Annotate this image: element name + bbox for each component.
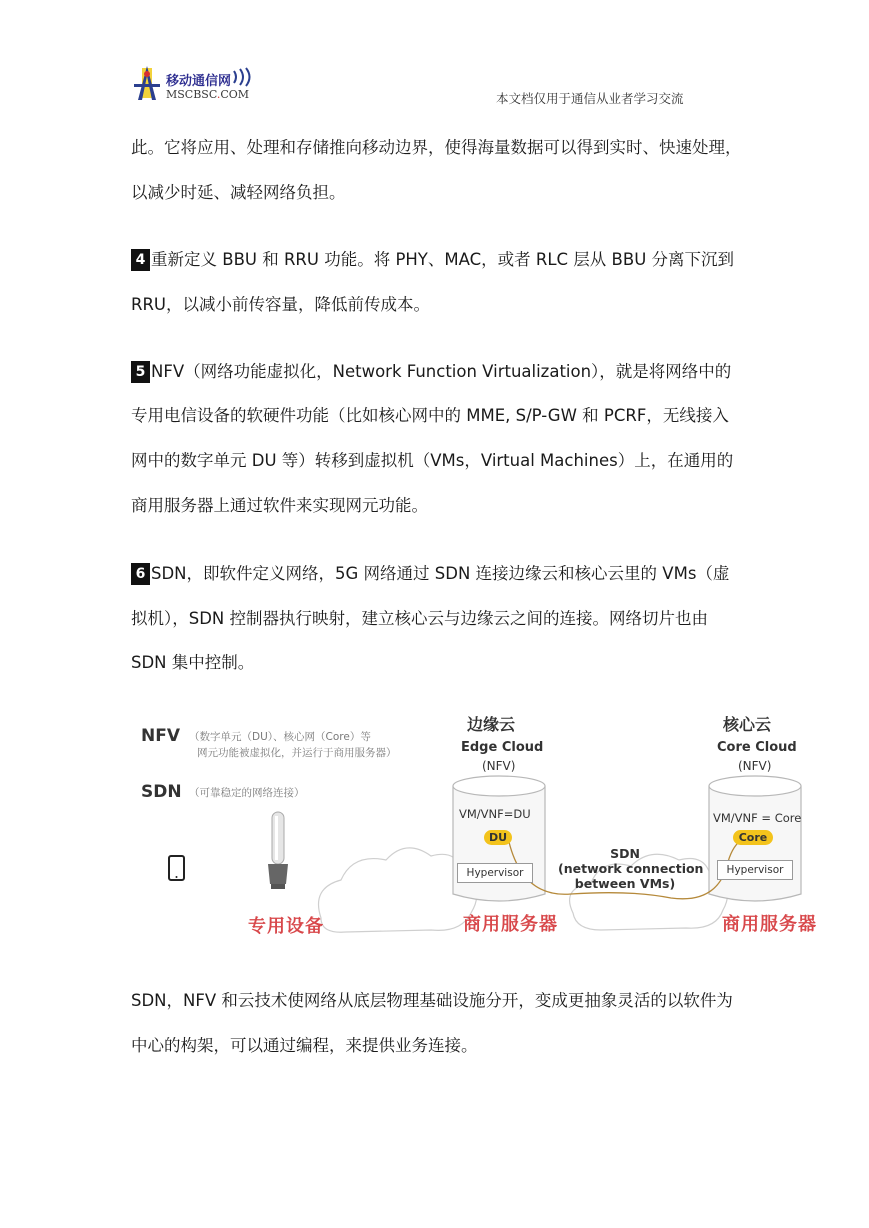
logo-en-text: MSCBSC.COM bbox=[166, 88, 250, 101]
paragraph-line: SDN，NFV 和云技术使网络从底层物理基础设施分开，变成更抽象灵活的以软件为 bbox=[131, 991, 733, 1010]
logo-cn-text: 移动通信网 bbox=[166, 74, 232, 89]
paragraph-line: SDN 集中控制。 bbox=[131, 653, 255, 672]
sdn-label: SDN bbox=[141, 782, 182, 802]
paragraph-line: 中心的构架，可以通过编程，来提供业务连接。 bbox=[131, 1036, 478, 1055]
nfv-desc-line: 网元功能被虚拟化，并运行于商用服务器） bbox=[197, 747, 397, 759]
sdn-desc: （可靠稳定的网络连接） bbox=[189, 787, 305, 799]
du-pill: DU bbox=[484, 830, 512, 845]
edge-cloud-title: 边缘云 bbox=[467, 715, 516, 734]
commercial-server-label: 商用服务器 bbox=[722, 914, 817, 935]
core-cloud-nfv: (NFV) bbox=[738, 759, 772, 773]
site-logo bbox=[130, 64, 270, 106]
number-badge: 4 bbox=[131, 249, 150, 271]
nfv-label: NFV bbox=[141, 726, 180, 746]
core-vm-label: VM/VNF = Core bbox=[713, 811, 802, 825]
paragraph-line: 此。它将应用、处理和存储推向移动边界，使得海量数据可以得到实时、快速处理， bbox=[131, 138, 742, 157]
paragraph-line: 商用服务器上通过软件来实现网元功能。 bbox=[131, 496, 428, 515]
paragraph-line: 5 NFV（网络功能虚拟化，Network Function Virtualization），就是将网络中的 bbox=[131, 361, 731, 383]
nfv-sdn-figure bbox=[131, 708, 832, 950]
signal-waves-icon bbox=[230, 67, 260, 87]
phone-icon bbox=[169, 856, 184, 880]
paragraph-line: 6 SDN，即软件定义网络，5G 网络通过 SDN 连接边缘云和核心云里的 VMs（虚 bbox=[131, 563, 729, 585]
edge-vm-label: VM/VNF=DU bbox=[459, 807, 531, 821]
edge-cloud-nfv: (NFV) bbox=[482, 759, 516, 773]
core-cloud-subtitle: Core Cloud bbox=[717, 740, 797, 755]
sdn-cloud-label: SDN (network connection between VMs) bbox=[558, 846, 704, 891]
core-hypervisor-box: Hypervisor bbox=[717, 860, 793, 880]
paragraph-line: 4 重新定义 BBU 和 RRU 功能。将 PHY、MAC，或者 RLC 层从 BBU 分离下沉到 bbox=[131, 249, 734, 271]
core-pill: Core bbox=[733, 830, 773, 845]
number-badge: 5 bbox=[131, 361, 150, 383]
paragraph-line: 拟机），SDN 控制器执行映射，建立核心云与边缘云之间的连接。网络切片也由 bbox=[131, 609, 709, 628]
antenna-equipment-icon bbox=[268, 812, 288, 889]
paragraph-line: 网中的数字单元 DU 等）转移到虚拟机（VMs，Virtual Machines）上，在通用的 bbox=[131, 451, 734, 470]
paragraph-line: RRU，以减小前传容量，降低前传成本。 bbox=[131, 295, 431, 314]
commercial-server-label: 商用服务器 bbox=[463, 914, 558, 935]
nfv-desc-line: （数字单元（DU）、核心网（Core）等 bbox=[189, 731, 371, 743]
dedicated-equipment-label: 专用设备 bbox=[248, 916, 324, 937]
tower-logo-icon bbox=[130, 64, 164, 102]
core-cloud-title: 核心云 bbox=[723, 715, 772, 734]
paragraph-line: 专用电信设备的软硬件功能（比如核心网中的 MME, S/P-GW 和 PCRF，无线接入 bbox=[131, 406, 729, 425]
paragraph-line: 以减少时延、减轻网络负担。 bbox=[131, 183, 346, 202]
header-note: 本文档仅用于通信从业者学习交流 bbox=[496, 91, 684, 106]
edge-cloud-subtitle: Edge Cloud bbox=[461, 740, 544, 755]
number-badge: 6 bbox=[131, 563, 150, 585]
edge-hypervisor-box: Hypervisor bbox=[457, 863, 533, 883]
